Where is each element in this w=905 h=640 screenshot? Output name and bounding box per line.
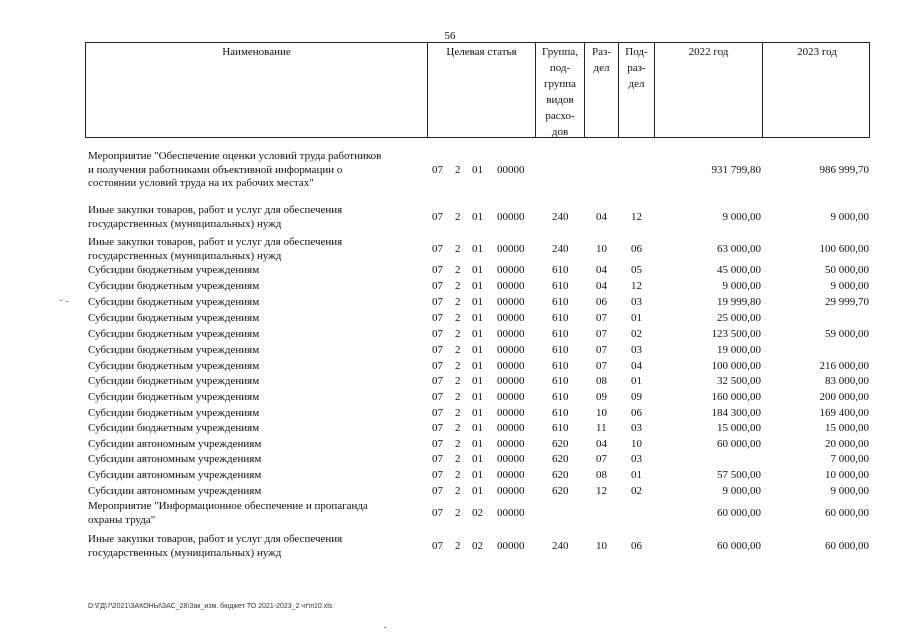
group-code: 610: [552, 344, 569, 356]
code-part-2: 2: [455, 453, 461, 465]
row-name: [88, 296, 418, 310]
row-name: [88, 264, 418, 278]
code-part-3: 01: [472, 469, 483, 481]
code-part-4: 00000: [497, 210, 525, 223]
code-part-2: 2: [455, 264, 461, 276]
group-line: дов: [551, 126, 569, 138]
section-code: 12: [596, 485, 607, 497]
code-part-4: 00000: [497, 163, 525, 176]
section-code: 08: [596, 469, 607, 481]
table-header: [85, 42, 870, 138]
row-name-line: Субсидии бюджетным учреждениям: [88, 328, 260, 340]
section-code: 08: [596, 375, 607, 387]
group-code: 610: [552, 391, 569, 403]
row-name-line: Мероприятие "Информационное обеспечение и пропаганда: [88, 500, 368, 512]
row-name-line: Субсидии бюджетным учреждениям: [88, 264, 260, 276]
row-name: [88, 422, 418, 436]
value-2023: 986 999,70: [819, 163, 869, 176]
row-name: [88, 469, 418, 483]
code-part-4: 00000: [497, 344, 525, 356]
row-name: [88, 500, 418, 527]
header-name: Наименование: [86, 43, 428, 137]
row-name: [88, 204, 418, 231]
row-name: [88, 360, 418, 374]
group-code: 610: [552, 375, 569, 387]
code-part-4: 00000: [497, 264, 525, 276]
row-name: [88, 236, 418, 263]
code-part-2: 2: [455, 296, 461, 308]
code-part-2: 2: [455, 438, 461, 450]
subsection-code: 12: [631, 210, 642, 223]
value-2023: 20 000,00: [825, 438, 869, 450]
code-part-4: 00000: [497, 280, 525, 292]
group-line: расхо-: [545, 110, 575, 122]
value-2022: 15 000,00: [717, 422, 761, 434]
code-part-4: 00000: [497, 360, 525, 372]
value-2023: 29 999,70: [825, 296, 869, 308]
value-2023: 100 600,00: [819, 242, 869, 255]
row-name-line: состоянии условий труда на их рабочих местах": [88, 177, 314, 189]
row-name: [88, 312, 418, 326]
group-code: 610: [552, 360, 569, 372]
subsection-code: 02: [631, 485, 642, 497]
code-part-2: 2: [455, 210, 461, 223]
value-2022: 19 000,00: [717, 344, 761, 356]
section-code: 10: [596, 242, 607, 255]
code-part-1: 07: [432, 264, 443, 276]
group-line: группа: [543, 78, 577, 90]
value-2022: 63 000,00: [717, 242, 761, 255]
code-part-1: 07: [432, 296, 443, 308]
row-name-line: Иные закупки товаров, работ и услуг для обеспечения: [88, 533, 343, 545]
value-2022: 100 000,00: [711, 360, 761, 372]
group-code: 620: [552, 438, 569, 450]
code-part-1: 07: [432, 360, 443, 372]
subsection-line: Под-: [625, 46, 648, 58]
section-code: 10: [596, 539, 607, 552]
code-part-1: 07: [432, 438, 443, 450]
scan-speck: [60, 300, 62, 301]
row-name-line: государственных (муниципальных) нужд: [88, 249, 282, 262]
code-part-3: 01: [472, 280, 483, 292]
code-part-1: 07: [432, 280, 443, 292]
row-name-line: государственных (муниципальных) нужд: [88, 217, 282, 230]
subsection-code: 01: [631, 469, 642, 481]
section-code: 04: [596, 438, 607, 450]
group-code: 610: [552, 296, 569, 308]
header-target: Целевая статья: [428, 43, 536, 137]
value-2022: 184 300,00: [711, 407, 761, 419]
subsection-code: 01: [631, 375, 642, 387]
subsection-code: 06: [631, 539, 642, 552]
code-part-3: 01: [472, 328, 483, 340]
subsection-code: 02: [631, 328, 642, 340]
code-part-1: 07: [432, 344, 443, 356]
value-2022: 19 999,80: [717, 296, 761, 308]
value-2023: 169 400,00: [819, 407, 869, 419]
row-name-line: Субсидии бюджетным учреждениям: [88, 312, 260, 324]
code-part-4: 00000: [497, 407, 525, 419]
row-name-line: Иные закупки товаров, работ и услуг для обеспечения: [88, 236, 343, 248]
code-part-2: 2: [455, 506, 461, 519]
value-2023: 9 000,00: [830, 485, 869, 497]
row-name: [88, 280, 418, 294]
code-part-1: 07: [432, 453, 443, 465]
page-number: 56: [444, 30, 456, 42]
row-name: [88, 407, 418, 421]
group-code: 620: [552, 485, 569, 497]
row-name: [88, 150, 418, 191]
code-part-2: 2: [455, 344, 461, 356]
code-part-3: 01: [472, 360, 483, 372]
code-part-3: 01: [472, 242, 483, 255]
header-subsection: [619, 43, 655, 137]
code-part-2: 2: [455, 391, 461, 403]
value-2022: 9 000,00: [722, 485, 761, 497]
group-line: Группа,: [542, 46, 578, 58]
section-line: дел: [593, 62, 610, 74]
group-line: под-: [549, 62, 571, 74]
value-2022: 60 000,00: [717, 506, 761, 519]
section-code: 09: [596, 391, 607, 403]
code-part-2: 2: [455, 312, 461, 324]
value-2022: 60 000,00: [717, 539, 761, 552]
header-year-2022: 2022 год: [655, 43, 763, 137]
code-part-2: 2: [455, 539, 461, 552]
code-part-2: 2: [455, 328, 461, 340]
code-part-3: 01: [472, 485, 483, 497]
subsection-code: 01: [631, 312, 642, 324]
code-part-1: 07: [432, 469, 443, 481]
section-code: 07: [596, 360, 607, 372]
code-part-4: 00000: [497, 539, 525, 552]
value-2022: 9 000,00: [722, 280, 761, 292]
code-part-4: 00000: [497, 375, 525, 387]
code-part-1: 07: [432, 485, 443, 497]
code-part-4: 00000: [497, 469, 525, 481]
section-code: 10: [596, 407, 607, 419]
header-section: [585, 43, 619, 137]
code-part-3: 02: [472, 539, 483, 552]
code-part-1: 07: [432, 210, 443, 223]
group-code: 610: [552, 407, 569, 419]
group-code: 620: [552, 453, 569, 465]
row-name-line: и получения работниками объективной информации о: [88, 163, 343, 176]
subsection-code: 04: [631, 360, 642, 372]
section-code: 07: [596, 453, 607, 465]
code-part-3: 01: [472, 312, 483, 324]
value-2023: 10 000,00: [825, 469, 869, 481]
scan-speck: [384, 627, 386, 628]
subsection-line: раз-: [627, 62, 646, 74]
value-2023: 216 000,00: [819, 360, 869, 372]
code-part-3: 01: [472, 422, 483, 434]
row-name-line: Субсидии бюджетным учреждениям: [88, 407, 260, 419]
row-name-line: Субсидии бюджетным учреждениям: [88, 360, 260, 372]
row-name-line: Иные закупки товаров, работ и услуг для обеспечения: [88, 204, 343, 216]
code-part-2: 2: [455, 163, 461, 176]
section-code: 04: [596, 264, 607, 276]
code-part-3: 01: [472, 344, 483, 356]
group-line: видов: [546, 94, 574, 106]
row-name: [88, 328, 418, 342]
value-2023: 9 000,00: [830, 280, 869, 292]
code-part-4: 00000: [497, 438, 525, 450]
code-part-3: 01: [472, 210, 483, 223]
row-name-line: Субсидии автономным учреждениям: [88, 453, 262, 465]
code-part-3: 01: [472, 453, 483, 465]
code-part-4: 00000: [497, 422, 525, 434]
value-2022: 60 000,00: [717, 438, 761, 450]
section-code: 11: [596, 422, 607, 434]
code-part-4: 00000: [497, 296, 525, 308]
code-part-1: 07: [432, 506, 443, 519]
code-part-3: 02: [472, 506, 483, 519]
group-code: 610: [552, 264, 569, 276]
code-part-4: 00000: [497, 391, 525, 403]
value-2022: 32 500,00: [717, 375, 761, 387]
code-part-1: 07: [432, 539, 443, 552]
row-name-line: охраны труда": [88, 513, 156, 526]
code-part-4: 00000: [497, 506, 525, 519]
group-code: 610: [552, 280, 569, 292]
row-name-line: государственных (муниципальных) нужд: [88, 546, 282, 559]
file-path-footer: D:\ГД\7\2021\ЗАКОНЫ\ЗАС_28\Зак_изм. бюджет ТО 2021-2023_2 чт\п10.xls: [88, 603, 333, 610]
code-part-3: 01: [472, 296, 483, 308]
row-name: [88, 391, 418, 405]
group-code: 240: [552, 210, 569, 223]
row-name-line: Субсидии бюджетным учреждениям: [88, 391, 260, 403]
value-2022: 45 000,00: [717, 264, 761, 276]
code-part-2: 2: [455, 469, 461, 481]
subsection-code: 10: [631, 438, 642, 450]
subsection-code: 03: [631, 453, 642, 465]
group-code: 240: [552, 242, 569, 255]
value-2022: 9 000,00: [722, 210, 761, 223]
row-name: [88, 533, 418, 560]
value-2022: 123 500,00: [711, 328, 761, 340]
code-part-2: 2: [455, 375, 461, 387]
row-name-line: Субсидии бюджетным учреждениям: [88, 296, 260, 308]
value-2023: 83 000,00: [825, 375, 869, 387]
code-part-4: 00000: [497, 485, 525, 497]
value-2023: 59 000,00: [825, 328, 869, 340]
row-name: [88, 438, 418, 452]
scan-speck: [66, 301, 68, 302]
section-code: 04: [596, 280, 607, 292]
subsection-code: 03: [631, 422, 642, 434]
subsection-line: дел: [628, 78, 645, 90]
value-2023: 50 000,00: [825, 264, 869, 276]
code-part-3: 01: [472, 407, 483, 419]
value-2023: 200 000,00: [819, 391, 869, 403]
value-2023: 60 000,00: [825, 539, 869, 552]
code-part-2: 2: [455, 407, 461, 419]
header-group: [536, 43, 585, 137]
row-name: [88, 485, 418, 499]
row-name-line: Субсидии автономным учреждениям: [88, 485, 262, 497]
subsection-code: 06: [631, 407, 642, 419]
code-part-2: 2: [455, 280, 461, 292]
row-name-line: Субсидии автономным учреждениям: [88, 438, 262, 450]
code-part-1: 07: [432, 163, 443, 176]
row-name-line: Субсидии бюджетным учреждениям: [88, 344, 260, 356]
subsection-code: 05: [631, 264, 642, 276]
section-code: 06: [596, 296, 607, 308]
code-part-1: 07: [432, 312, 443, 324]
section-code: 07: [596, 344, 607, 356]
code-part-1: 07: [432, 375, 443, 387]
code-part-1: 07: [432, 391, 443, 403]
row-name-line: Субсидии автономным учреждениям: [88, 469, 262, 481]
row-name-line: Субсидии бюджетным учреждениям: [88, 375, 260, 387]
code-part-2: 2: [455, 422, 461, 434]
group-code: 240: [552, 539, 569, 552]
code-part-3: 01: [472, 375, 483, 387]
code-part-1: 07: [432, 407, 443, 419]
value-2022: 25 000,00: [717, 312, 761, 324]
value-2022: 160 000,00: [711, 391, 761, 403]
group-code: 610: [552, 422, 569, 434]
code-part-4: 00000: [497, 453, 525, 465]
code-part-2: 2: [455, 360, 461, 372]
section-line: Раз-: [591, 46, 611, 58]
subsection-code: 03: [631, 296, 642, 308]
subsection-code: 06: [631, 242, 642, 255]
subsection-code: 09: [631, 391, 642, 403]
code-part-4: 00000: [497, 312, 525, 324]
code-part-4: 00000: [497, 242, 525, 255]
row-name-line: Субсидии бюджетным учреждениям: [88, 422, 260, 434]
value-2022: 57 500,00: [717, 469, 761, 481]
row-name-line: Субсидии бюджетным учреждениям: [88, 280, 260, 292]
code-part-1: 07: [432, 422, 443, 434]
code-part-2: 2: [455, 485, 461, 497]
subsection-code: 03: [631, 344, 642, 356]
code-part-3: 01: [472, 163, 483, 176]
row-name: [88, 344, 418, 358]
row-name-line: Мероприятие "Обеспечение оценки условий труда работников: [88, 150, 382, 162]
code-part-4: 00000: [497, 328, 525, 340]
code-part-2: 2: [455, 242, 461, 255]
code-part-3: 01: [472, 391, 483, 403]
code-part-3: 01: [472, 438, 483, 450]
value-2022: 931 799,80: [711, 163, 761, 176]
subsection-code: 12: [631, 280, 642, 292]
value-2023: 9 000,00: [830, 210, 869, 223]
group-code: 620: [552, 469, 569, 481]
row-name: [88, 453, 418, 467]
group-code: 610: [552, 312, 569, 324]
code-part-1: 07: [432, 242, 443, 255]
header-year-2023: 2023 год: [797, 46, 837, 58]
value-2023: 15 000,00: [825, 422, 869, 434]
section-code: 07: [596, 312, 607, 324]
value-2023: 7 000,00: [830, 453, 869, 465]
code-part-1: 07: [432, 328, 443, 340]
row-name: [88, 375, 418, 389]
section-code: 04: [596, 210, 607, 223]
code-part-3: 01: [472, 264, 483, 276]
value-2023: 60 000,00: [825, 506, 869, 519]
group-code: 610: [552, 328, 569, 340]
section-code: 07: [596, 328, 607, 340]
